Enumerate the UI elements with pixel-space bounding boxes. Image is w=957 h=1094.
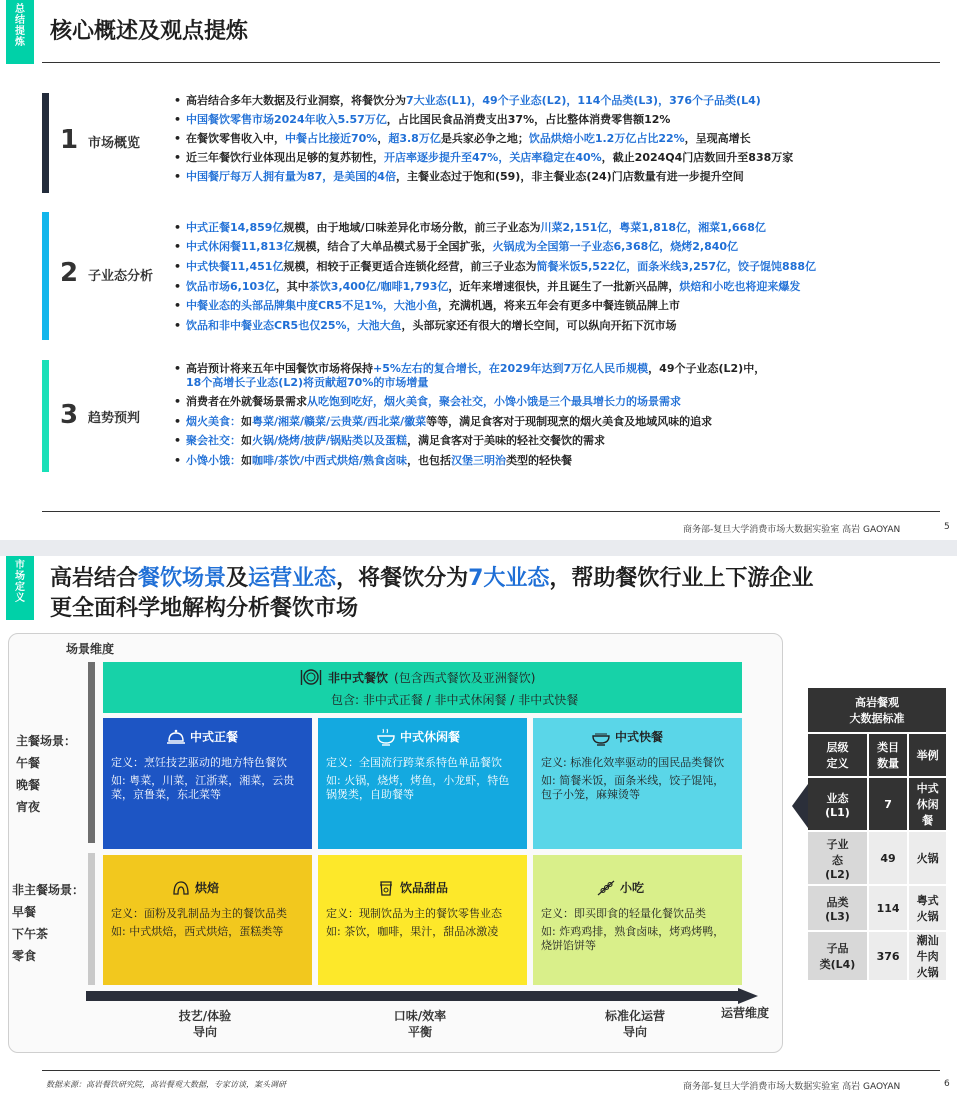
x-label-craft: 技艺/体验 导向 [178,1009,232,1039]
footer-divider [42,511,940,512]
footer-source: 商务部-复旦大学消费市场大数据实验室 高岩 GAOYAN [683,1082,901,1092]
section-number: 2 [60,258,79,288]
data-source: 数据来源：高岩餐饮研究院，高岩餐观大数据，专家访谈，案头调研 [46,1080,286,1089]
cell-examples: 如: 中式烘焙，西式烘焙，蛋糕类等 [111,925,284,938]
footer-divider [42,1070,940,1071]
section-number: 3 [60,400,79,430]
table-header: 举例 [908,733,947,777]
bullet-continuation: 18个高增长子业态(L2)将贡献超70%的市场增量 [186,376,429,389]
cell-bakery [103,855,312,985]
page-title: 高岩结合餐饮场景及运营业态，将餐饮分为7大业态，帮助餐饮行业上下游企业 [50,566,814,591]
bullet: • 高岩预计将来五年中国餐饮市场将保持+5%左右的复合增长，在2029年达到7万亿人民币规模，49个子业态(L2)中， [186,362,765,376]
table-header: 类目 数量 [868,733,908,777]
bullet: • 近三年餐饮行业体现出足够的复苏韧性，开店率逐步提升至47%，关店率稳定在40%，截止2024Q4门店数回升至838万家 [186,151,793,165]
bullet: • 中餐业态的头部品牌集中度CR5不足1%，大池小鱼，充满机遇，将来五年会有更多中餐连锁品牌上市 [186,299,680,313]
croissant-icon [171,879,191,897]
section-label: 子业态分析 [88,269,154,284]
page-number: 5 [944,522,950,532]
bullet: • 饮品市场6,103亿，其中茶饮3,400亿/咖啡1,793亿，近年来增速很快，并且诞生了一批新兴品牌，烘焙和小吃也将迎来爆发 [186,280,800,294]
cell-chinese-casual [318,718,527,849]
bullet: • 中式快餐11,451亿规模，相较于正餐更适合连锁化经营，前三子业态为简餐米饭5,522亿，面条米线3,257亿，饺子馄饨888亿 [186,260,816,274]
cell-definition: 定义：现制饮品为主的餐饮零售业态 [326,907,502,920]
cell-title: 烘焙 [195,881,220,895]
hotpot-icon [376,728,396,746]
cell-chinese-formal [103,718,312,849]
bullet: • 中式正餐14,859亿规模，由于地域/口味差异化市场分散，前三子业态为川菜2,151亿，粤菜1,818亿，湘菜1,668亿 [186,221,766,235]
bullet: • 烟火美食：如粤菜/湘菜/赣菜/云贵菜/西北菜/徽菜等等，满足食客对于现制现烹的烟火美食及地域风味的追求 [186,415,712,429]
ops-axis-arrow [86,988,758,1004]
bullet: • 聚会社交：如火锅/烧烤/披萨/锅贴类以及蛋糕，满足食客对于美味的轻社交餐饮的需求 [186,434,605,448]
cell-definition: 定义：烹饪技艺驱动的地方特色餐饮 [111,756,287,769]
bullet: • 中国餐饮零售市场2024年收入5.57万亿，占比国民食品消费支出37%，占比整体消费零售额12% [186,113,670,127]
bullet: • 在餐饮零售收入中，中餐占比接近70%，超3.8万亿是兵家必争之地；饮品烘焙小吃1.2万亿占比22%，呈现高增长 [186,132,751,146]
slide-gap [0,540,957,556]
x-label-balance: 口味/效率 平衡 [393,1009,447,1039]
bullet: • 小馋小饿：如咖啡/茶饮/中西式烘焙/熟食卤味，也包括汉堡三明治类型的轻快餐 [186,454,572,468]
section-bar-3 [42,360,49,472]
bullet: • 高岩结合多年大数据及行业洞察，将餐饮分为7大业态(L1)，49个子业态(L2)，114个品类(L3)，376个子品类(L4) [186,94,761,108]
table-row: 子业 态 (L2) 49 火锅 [807,831,947,885]
bullet: • 中式休闲餐11,813亿规模，结合了大单品模式易于全国扩张，火锅成为全国第一子业态6,368亿，烧烤2,840亿 [186,240,738,254]
cell-definition: 定义：即买即食的轻量化餐饮品类 [541,907,706,920]
table-pointer [792,784,808,828]
table-title: 高岩餐观 大数据标准 [807,687,947,733]
cell-title: 中式正餐 [190,730,239,744]
section-bar-1 [42,93,49,193]
cell-chinese-fast [533,718,742,849]
skewer-icon [596,879,616,897]
main-scene-bar [88,662,95,843]
cell-title: 小吃 [620,881,645,895]
x-label-standard: 标准化运营 导向 [604,1009,665,1039]
cell-examples: 如: 火锅，烧烤，烤鱼，小龙虾，特色锅煲类，自助餐等 [326,774,510,801]
footer-source: 商务部-复旦大学消费市场大数据实验室 高岩 GAOYAN [683,525,901,535]
table-row: 子品 类(L4) 376 潮汕 牛肉 火锅 [807,931,947,981]
scene-axis-label: 场景维度 [66,642,115,656]
page-number: 6 [944,1079,950,1089]
title-divider [42,62,940,63]
cell-drinks [318,855,527,985]
non-chinese-band [103,662,742,713]
cell-title: 中式快餐 [615,730,664,744]
table-row: 业态 (L1) 7 中式 休闲 餐 [807,777,947,831]
table-header: 层级 定义 [807,733,868,777]
plate-icon [300,667,322,687]
bullet: • 中国餐厅每万人拥有量为87，是美国的4倍，主餐业态过于饱和(59)，非主餐业态(24)门店数量有进一步提升空间 [186,170,744,184]
bowl-icon [591,728,611,746]
table-row: 品类 (L3) 114 粤式 火锅 [807,885,947,931]
standard-table [806,686,948,982]
non-main-scene-bar [88,853,95,985]
main-scene-label: 主餐场景： 午餐 晚餐 宵夜 [16,734,77,814]
band-title: 非中式餐饮 [328,670,389,685]
bullet: • 饮品和非中餐业态CR5也仅25%，大池大鱼，头部玩家还有很大的增长空间，可以纵向开拓下沉市场 [186,319,677,333]
band-subtitle: (包含西式餐饮及亚洲餐饮) [394,670,536,685]
cell-definition: 定义：面粉及乳制品为主的餐饮品类 [111,907,287,920]
drink-icon [376,879,396,897]
cell-definition: 定义: 标准化效率驱动的国民品类餐饮 [541,756,725,769]
non-main-scene-label: 非主餐场景： 早餐 下午茶 零食 [12,883,85,963]
bullet: • 消费者在外就餐场景需求从吃饱到吃好，烟火美食，聚会社交，小馋小饿是三个最具增长力的场景需求 [186,395,681,409]
page-title-line-2: 更全面科学地解构分析餐饮市场 [50,596,359,621]
cell-title: 饮品甜品 [400,881,449,895]
section-tag: 总 结 提 炼 [6,0,34,64]
ops-axis-label: 运营维度 [720,1006,769,1020]
section-label: 趋势预判 [88,411,141,426]
cell-examples: 如: 炸鸡鸡排，熟食卤味，烤鸡烤鸭，烧饼馅饼等 [541,925,725,952]
cell-definition: 定义：全国流行跨菜系特色单品餐饮 [326,756,502,769]
bell-icon [166,728,186,746]
section-bar-2 [42,212,49,340]
section-number: 1 [60,125,79,155]
cell-examples: 如: 茶饮，咖啡，果汁，甜品冰激凌 [326,925,499,938]
cell-snacks [533,855,742,985]
section-label: 市场概览 [88,136,141,151]
cell-title: 中式休闲餐 [400,730,461,744]
band-contains: 包含: 非中式正餐 / 非中式休闲餐 / 非中式快餐 [331,693,579,707]
page-title: 核心概述及观点提炼 [50,19,249,44]
cell-examples: 如: 简餐米饭，面条米线，饺子馄饨，包子小笼，麻辣烫等 [541,774,725,801]
section-tag: 市 场 定 义 [6,556,34,620]
cell-examples: 如: 粤菜，川菜，江浙菜，湘菜，云贵菜，京鲁菜，东北菜等 [111,774,295,801]
